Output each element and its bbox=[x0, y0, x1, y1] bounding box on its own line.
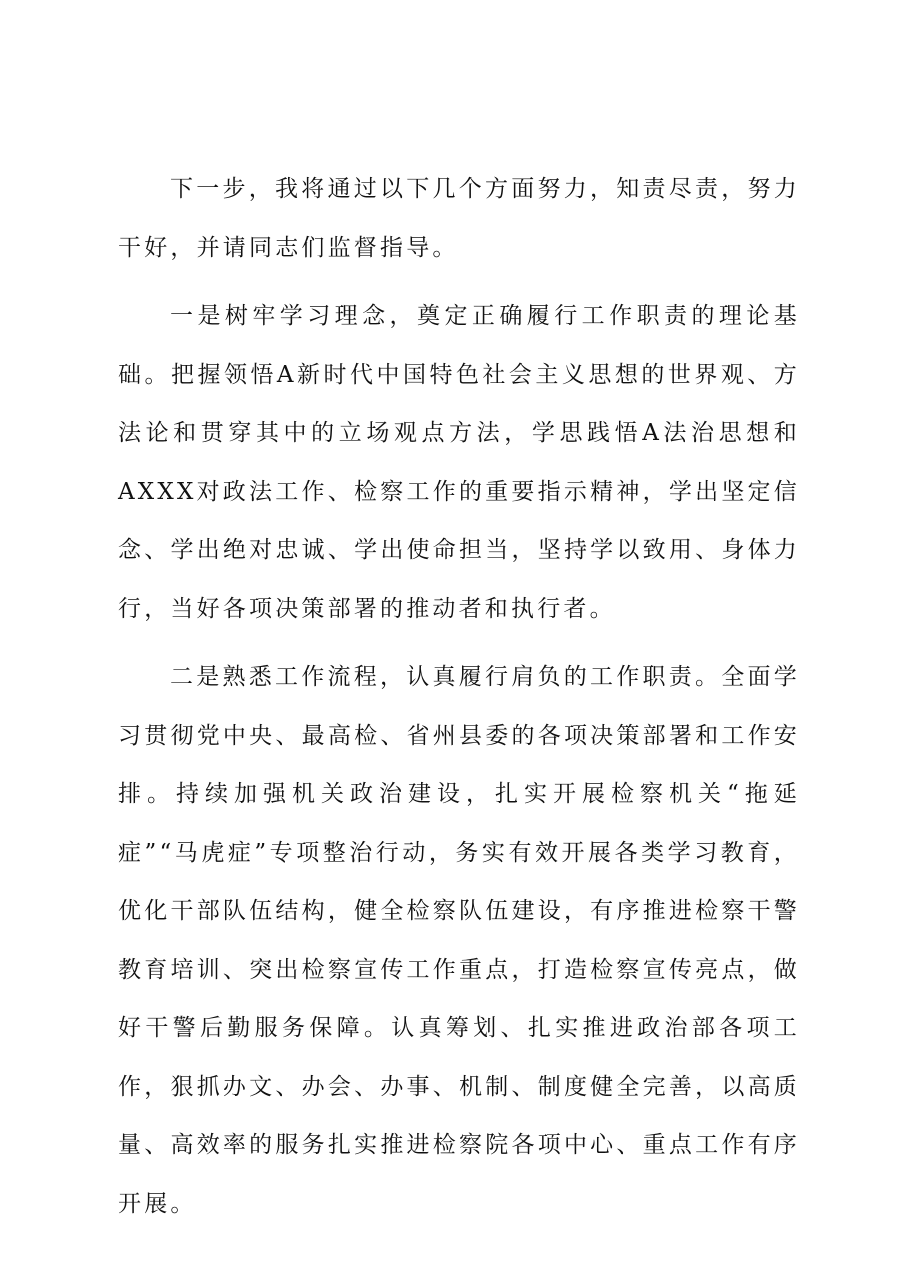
paragraph-point-two: 二是熟悉工作流程，认真履行肩负的工作职责。全面学习贯彻党中央、最高检、省州县委的各项决策部署和工作安排。持续加强机关政治建设，扎实开展检察机关“拖延症”“马虎症”专项整治行动，务实有效开展各类学习教育，优化干部队伍结构，健全检察队伍建设，有序推进检察干警教育培训、突出检察宣传工作重点，打造检察宣传亮点，做好干警后勤服务保障。认真筹划、扎实推进政治部各项工作，狠抓办文、办会、办事、机制、制度健全完善，以高质量、高效率的服务扎实推进检察院各项中心、重点工作有序开展。 bbox=[118, 664, 800, 1217]
paragraph-next-steps: 下一步，我将通过以下几个方面努力，知责尽责，努力干好，并请同志们监督指导。 bbox=[118, 176, 800, 261]
paragraph-point-one: 一是树牢学习理念，奠定正确履行工作职责的理论基础。把握领悟A新时代中国特色社会主义思想的世界观、方法论和贯穿其中的立场观点方法，学思践悟A法治思想和AXXX对政法工作、检察工作的重要指示精神，学出坚定信念、学出绝对忠诚、学出使命担当，坚持学以致用、身体力行，当好各项决策部署的推动者和执行者。 bbox=[118, 303, 800, 622]
document-body bbox=[118, 160, 800, 1243]
